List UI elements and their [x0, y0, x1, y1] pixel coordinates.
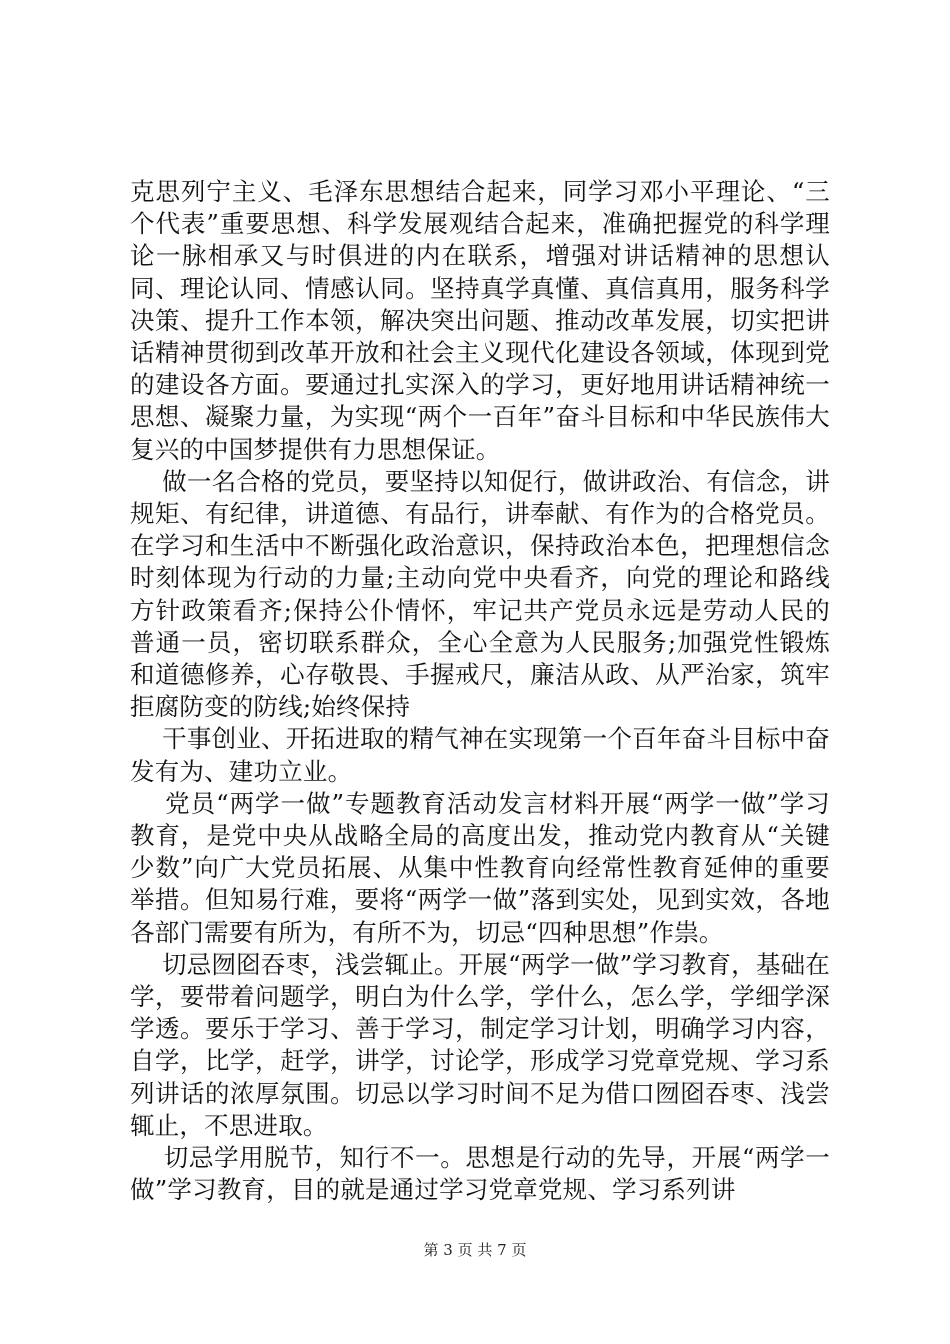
paragraph-3: 干事创业、开拓进取的精气神在实现第一个百年奋斗目标中奋发有为、建功立业。 [130, 724, 830, 786]
body-text [130, 176, 830, 1207]
paragraph-6: 切忌学用脱节，知行不一。思想是行动的先导，开展“两学一做”学习教育，目的就是通过学习党章党规、学习系列讲 [130, 1143, 830, 1205]
paragraph-2: 做一名合格的党员，要坚持以知促行，做讲政治、有信念，讲规矩、有纪律，讲道德、有品行，讲奉献、有作为的合格党员。在学习和生活中不断强化政治意识，保持政治本色，把理想信念时刻体现为行动的力量;主动向党中央看齐，向党的理论和路线方针政策看齐;保持公仆情怀，牢记共产党员永远是劳动人民的普通一员，密切联系群众，全心全意为人民服务;加强党性锻炼和道德修养，心存敬畏、手握戒尺，廉洁从政、从严治家，筑牢拒腐防变的防线;始终保持 [130, 466, 830, 722]
paragraph-4: 党员“两学一做”专题教育活动发言材料开展“两学一做”学习教育，是党中央从战略全局的高度出发，推动党内教育从“关键少数”向广大党员拓展、从集中性教育向经常性教育延伸的重要举措。但知易行难，要将“两学一做”落到实处，见到实效，各地各部门需要有所为，有所不为，切忌“四种思想”作祟。 [130, 788, 830, 947]
paragraph-5: 切忌囫囵吞枣，浅尝辄止。开展“两学一做”学习教育，基础在学，要带着问题学，明白为什么学，学什么，怎么学，学细学深学透。要乐于学习、善于学习，制定学习计划，明确学习内容，自学，比学，赶学，讲学，讨论学，形成学习党章党规、学习系列讲话的浓厚氛围。切忌以学习时间不足为借口囫囵吞枣、浅尝辄止，不思进取。 [130, 949, 831, 1140]
paragraph-1: 克思列宁主义、毛泽东思想结合起来，同学习邓小平理论、“三个代表”重要思想、科学发展观结合起来，准确把握党的科学理论一脉相承又与时俱进的内在联系，增强对讲话精神的思想认同、理论认同、情感认同。坚持真学真懂、真信真用，服务科学决策、提升工作本领，解决突出问题、推动改革发展，切实把讲话精神贯彻到改革开放和社会主义现代化建设各领域，体现到党的建设各方面。要通过扎实深入的学习，更好地用讲话精神统一思想、凝聚力量，为实现“两个一百年”奋斗目标和中华民族伟大复兴的中国梦提供有力思想保证。 [130, 177, 830, 464]
page-footer: 第 3 页 共 7 页 [423, 1241, 527, 1259]
